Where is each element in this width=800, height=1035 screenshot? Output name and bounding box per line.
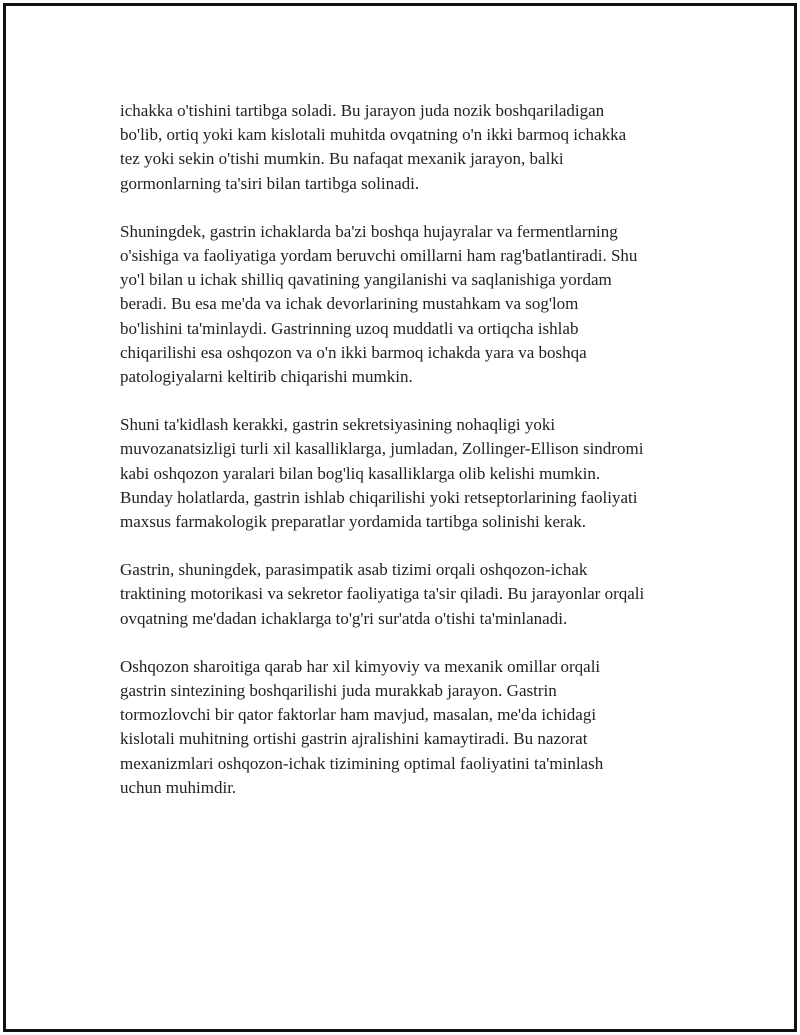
text-line: chiqarilishi esa oshqozon va o'n ikki barmoq ichakda yara va boshqa [120,342,587,362]
text-line: ovqatning me'dadan ichaklarga to'g'ri sur'atda o'tishi ta'minlanadi. [120,608,568,628]
text-line: Oshqozon sharoitiga qarab har xil kimyoviy va mexanik omillar orqali [120,656,601,676]
text-line: gastrin sintezining boshqarilishi juda murakkab jarayon. Gastrin [120,681,557,701]
paragraph [120,558,705,631]
document-body [120,99,705,824]
text-line: kislotali muhitning ortishi gastrin ajralishini kamaytiradi. Bu nazorat [120,729,588,749]
paragraph [120,99,705,196]
text-line: maxsus farmakologik preparatlar yordamida tartibga solinishi kerak. [120,512,586,532]
text-line: tez yoki sekin o'tishi mumkin. Bu nafaqat mexanik jarayon, balki [120,149,564,169]
text-line: Bunday holatlarda, gastrin ishlab chiqarilishi yoki retseptorlarining faoliyati [120,487,638,507]
text-line: beradi. Bu esa me'da va ichak devorlarining mustahkam va sog'lom [120,294,579,314]
text-line: Shuni ta'kidlash kerakki, gastrin sekretsiyasining nohaqligi yoki [120,415,556,435]
text-line: kabi oshqozon yaralari bilan bog'liq kasalliklarga olib kelishi mumkin. [120,463,601,483]
text-line: traktining motorikasi va sekretor faoliyatiga ta'sir qiladi. Bu jarayonlar orqali [120,584,645,604]
text-line: bo'lib, ortiq yoki kam kislotali muhitda ovqatning o'n ikki barmoq ichakka [120,125,627,145]
text-line: tormozlovchi bir qator faktorlar ham mavjud, masalan, me'da ichidagi [120,705,597,725]
text-line: yo'l bilan u ichak shilliq qavatining yangilanishi va saqlanishiga yordam [120,270,612,290]
paragraph [120,655,705,800]
text-line: mexanizmlari oshqozon-ichak tizimining optimal faoliyatini ta'minlash [120,753,604,773]
text-line: uchun muhimdir. [120,777,237,797]
text-line: Gastrin, shuningdek, parasimpatik asab tizimi orqali oshqozon-ichak [120,560,588,580]
text-line: Shuningdek, gastrin ichaklarda ba'zi boshqa hujayralar va fermentlarning [120,221,618,241]
paragraph [120,413,705,534]
paragraph [120,220,705,389]
page-frame [3,3,797,1032]
text-line: gormonlarning ta'siri bilan tartibga solinadi. [120,173,420,193]
text-line: o'sishiga va faoliyatiga yordam beruvchi omillarni ham rag'batlantiradi. Shu [120,246,638,266]
text-line: patologiyalarni keltirib chiqarishi mumkin. [120,367,413,387]
text-line: muvozanatsizligi turli xil kasalliklarga, jumladan, Zollinger-Ellison sindromi [120,439,644,459]
text-line: bo'lishini ta'minlaydi. Gastrinning uzoq muddatli va ortiqcha ishlab [120,318,579,338]
text-line: ichakka o'tishini tartibga soladi. Bu jarayon juda nozik boshqariladigan [120,101,605,120]
